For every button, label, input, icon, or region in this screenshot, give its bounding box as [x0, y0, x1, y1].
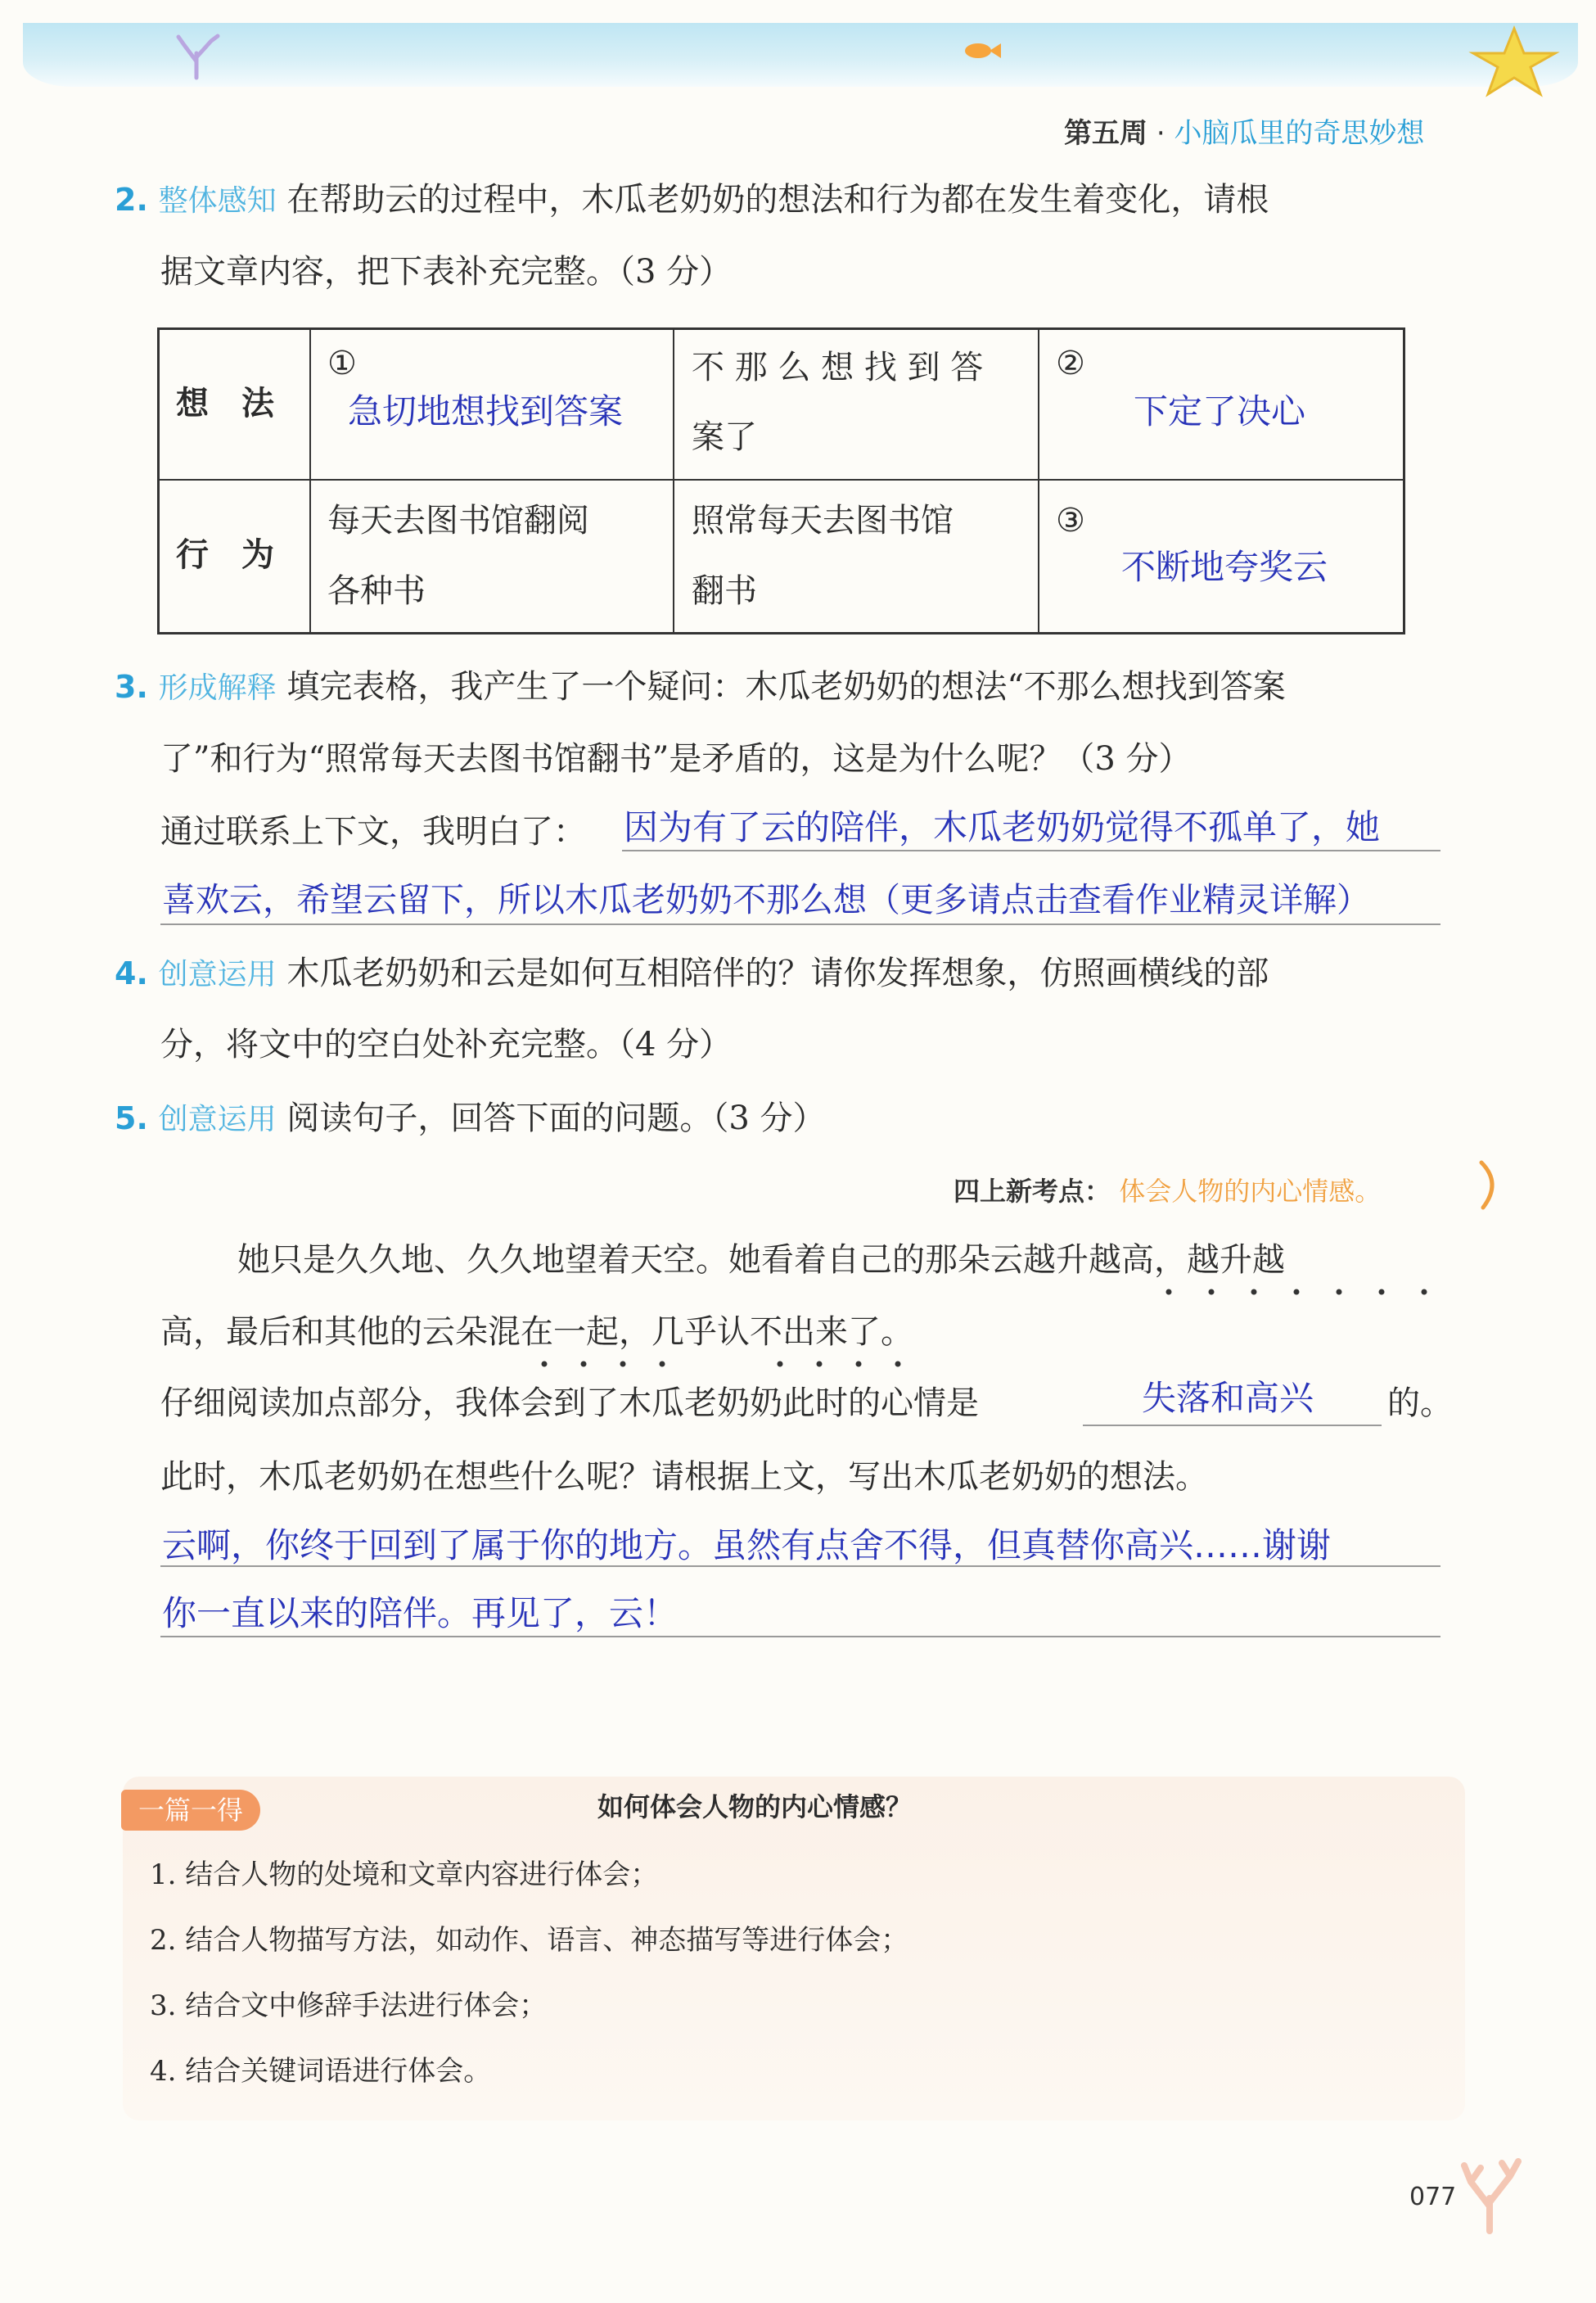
emphasis-dots [536, 1356, 994, 1364]
unit-title: 小脑瓜里的奇思妙想 [1174, 117, 1425, 150]
cell-r1c2-line2: 案了 [692, 418, 757, 456]
q4-text-line1: 木瓜老奶奶和云是如何互相陪伴的？请你发挥想象，仿照画横线的部 [286, 955, 1269, 992]
q3-prompt: 通过联系上下文，我明白了： [160, 813, 586, 851]
q3-line1 [115, 667, 1286, 708]
summary-item: 4. 结合关键词语进行体会。 [150, 2055, 492, 2088]
q5-fill-prefix: 仔细阅读加点部分，我体会到了木瓜老奶奶此时的心情是 [160, 1384, 979, 1422]
table-divider [309, 327, 311, 634]
q3-text-line2: 了”和行为“照常每天去图书馆翻书”是矛盾的，这是为什么呢？（3 分） [160, 740, 1192, 778]
summary-tag: 一篇一得 [121, 1790, 260, 1831]
cell-r2c1-line1: 每天去图书馆翻阅 [327, 502, 589, 540]
unit-header [1064, 111, 1424, 151]
table-divider [157, 479, 1405, 481]
q3-tag: 形成解释 [158, 671, 277, 705]
summary-item: 1. 结合人物的处境和文章内容进行体会； [150, 1858, 659, 1891]
q5-number: 5. [115, 1100, 148, 1136]
page-number: 077 [1409, 2183, 1457, 2211]
week-label: 第五周 [1064, 117, 1147, 150]
cell-r2c2-line2: 翻书 [692, 572, 757, 610]
q5-fill-answer: 失落和高兴 [1142, 1378, 1314, 1418]
cell-r2c1-line2: 各种书 [327, 572, 426, 610]
q2-number: 2. [115, 182, 148, 218]
passage-line2: 高，最后和其他的云朵混在一起，几乎认不出来了。 [160, 1313, 913, 1351]
cell-marker-1: ① [327, 345, 357, 382]
cell-answer-3: 不断地夸奖云 [1121, 547, 1328, 587]
q2-text-line1: 在帮助云的过程中，木瓜老奶奶的想法和行为都在发生着变化，请根 [286, 181, 1269, 219]
header-separator: · [1156, 117, 1165, 150]
q4-text-line2: 分，将文中的空白处补充完整。（4 分） [160, 1026, 733, 1063]
cell-answer-2: 下定了决心 [1134, 391, 1306, 431]
answer-underline [160, 1565, 1440, 1567]
q4-line1 [115, 954, 1269, 995]
row-header-idea: 想 法 [176, 385, 274, 422]
q3-answer-line1: 因为有了云的陪伴，木瓜老奶奶觉得不孤单了，她 [624, 807, 1381, 847]
starfish-icon [1465, 25, 1563, 98]
summary-title: 如何体会人物的内心情感？ [597, 1791, 913, 1822]
q5-answer2-line2: 你一直以来的陪伴。再见了，云！ [162, 1593, 679, 1633]
curl-arrow-icon [1473, 1158, 1506, 1216]
q2-tag: 整体感知 [158, 184, 277, 218]
coral-icon [1453, 2153, 1526, 2235]
cell-r2c2-line1: 照常每天去图书馆 [692, 502, 954, 540]
table-divider [673, 327, 674, 634]
coral-icon [164, 33, 229, 82]
q3-text-line1: 填完表格，我产生了一个疑问：木瓜老奶奶的想法“不那么想找到答案 [286, 668, 1286, 706]
q2-line1 [115, 180, 1269, 221]
cell-marker-3: ③ [1056, 502, 1085, 540]
answer-underline [622, 850, 1440, 851]
q5-fill-suffix: 的。 [1387, 1384, 1453, 1422]
q3-number: 3. [115, 669, 148, 705]
q5-line1 [115, 1099, 826, 1140]
cell-answer-1: 急切地想找到答案 [348, 391, 624, 431]
q5-text: 阅读句子，回答下面的问题。（3 分） [286, 1100, 826, 1137]
summary-item: 3. 结合文中修辞手法进行体会； [150, 1989, 548, 2022]
q5-question2: 此时，木瓜老奶奶在想些什么呢？请根据上文，写出木瓜老奶奶的想法。 [160, 1458, 1208, 1496]
summary-list [150, 1842, 908, 2104]
emphasis-dots [1161, 1284, 1439, 1292]
answer-underline [160, 1636, 1440, 1637]
q2-text-line2: 据文章内容，把下表补充完整。（3 分） [160, 253, 733, 291]
cell-marker-2: ② [1056, 345, 1085, 382]
fish-icon [962, 39, 1003, 62]
cell-r1c2-line1: 不 那 么 想 找 到 答 [692, 349, 984, 386]
table-divider [1038, 327, 1039, 634]
q4-tag: 创意运用 [158, 958, 277, 991]
q3-answer-line2: 喜欢云，希望云留下，所以木瓜老奶奶不那么想（更多请点击查看作业精灵详解） [162, 880, 1370, 919]
top-banner [23, 23, 1578, 87]
summary-item: 2. 结合人物描写方法，如动作、语言、神态描写等进行体会； [150, 1924, 909, 1957]
q5-answer2-line1: 云啊，你终于回到了属于你的地方。虽然有点舍不得，但真替你高兴……谢谢 [162, 1525, 1332, 1565]
row-header-action: 行 为 [176, 536, 274, 574]
answer-underline [160, 923, 1440, 925]
passage-line1: 她只是久久地、久久地望着天空。她看着自己的那朵云越升越高，越升越 [237, 1241, 1285, 1279]
new-point-label: 四上新考点： [954, 1176, 1111, 1207]
new-point-text: 体会人物的内心情感。 [1119, 1176, 1382, 1207]
q5-tag: 创意运用 [158, 1103, 277, 1136]
q4-number: 4. [115, 955, 148, 991]
new-point-note [954, 1171, 1381, 1208]
fill-underline [1083, 1425, 1382, 1426]
